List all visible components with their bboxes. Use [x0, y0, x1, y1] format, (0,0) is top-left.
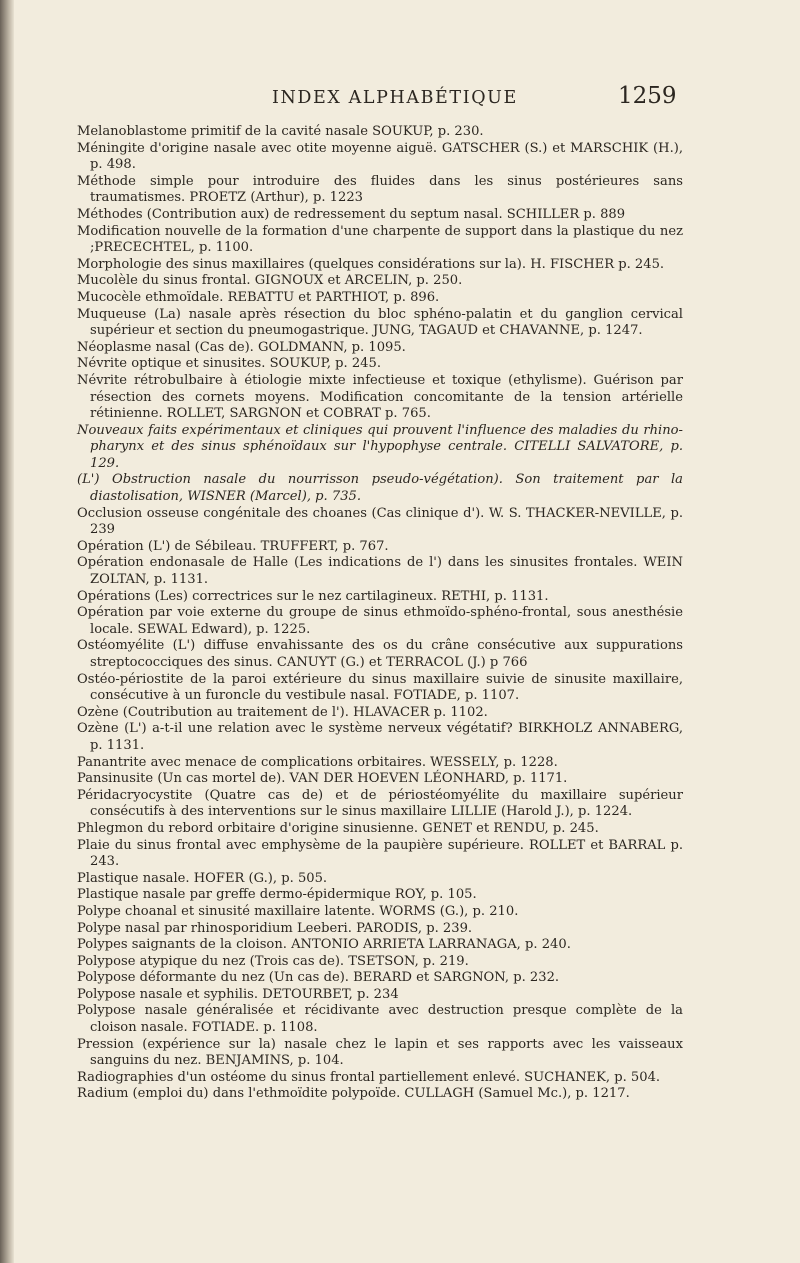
index-entry: Mucocèle ethmoïdale. REBATTU et PARTHIOT, p. 896.: [77, 289, 440, 305]
book-binding-shadow: [0, 0, 14, 1263]
index-entry: Plaie du sinus frontal avec emphysème de la paupière supérieure. ROLLET et BARRAL p. 243.: [77, 837, 683, 870]
index-entry: Melanoblastome primitif de la cavité nasale SOUKUP, p. 230.: [77, 124, 484, 139]
index-entry: Opération (L') de Sébileau. TRUFFERT, p. 767.: [77, 538, 389, 554]
index-entry: Radiographies d'un ostéome du sinus frontal partiellement enlevé. SUCHANEK, p. 504.: [77, 1069, 661, 1085]
index-entry: Pression (expérience sur la) nasale chez le lapin et ses rapports avec les vaisseaux sanguins du nez. BENJAMINS, p. 104.: [77, 1036, 683, 1069]
index-entry: Néoplasme nasal (Cas de). GOLDMANN, p. 1095.: [77, 339, 406, 355]
index-entry: Polypose nasale généralisée et récidivante avec destruction presque complète de la cloison nasale. FOTIADE. p. 1108.: [77, 1003, 683, 1036]
index-entry: Polypose déformante du nez (Un cas de). BERARD et SARGNON, p. 232.: [77, 970, 560, 986]
index-entry: Ozène (Coutribution au traitement de l'). HLAVACER p. 1102.: [77, 704, 488, 720]
index-entry: Opération endonasale de Halle (Les indications de l') dans les sinusites frontales. WEIN ZOLTAN, p. 1131.: [77, 555, 683, 588]
running-title: INDEX ALPHABÉTIQUE: [272, 88, 518, 108]
index-entry: (L') Obstruction nasale du nourrisson pseudo-végétation). Son traitement par la diastolisation, WISNER (Marcel), p. 735.: [77, 472, 683, 505]
index-entry: Plastique nasale. HOFER (G.), p. 505.: [77, 870, 328, 886]
page-header: [0, 83, 800, 118]
index-entry: Plastique nasale par greffe dermo-épidermique ROY, p. 105.: [77, 887, 477, 903]
index-entry: Muqueuse (La) nasale après résection du bloc sphéno-palatin et du ganglion cervical supérieur et section du pneumogastrique. JUNG, TAGAUD et CHAVANNE, p. 1247.: [77, 306, 683, 339]
index-entry: Ostéomyélite (L') diffuse envahissante des os du crâne consécutive aux suppurations streptococciques des sinus. CANUYT (G.) et TERRACOL (J.) p 766: [77, 638, 683, 670]
index-entry: Panantrite avec menace de complications orbitaires. WESSELY, p. 1228.: [77, 754, 558, 770]
index-entry: Ozène (L') a-t-il une relation avec le système nerveux végétatif? BIRKHOLZ ANNABERG, p. 1131.: [77, 721, 683, 753]
index-entry: Occlusion osseuse congénitale des choanes (Cas clinique d'). W. S. THACKER-NEVILLE, p. 239: [77, 505, 683, 538]
index-entries: [77, 124, 683, 1103]
index-entry: Ostéo-périostite de la paroi extérieure du sinus maxillaire suivie de sinusite maxillaire, consécutive à un furoncle du vestibule nasal. FOTIADE, p. 1107.: [77, 671, 683, 704]
index-entry: Méthodes (Contribution aux) de redressement du septum nasal. SCHILLER p. 889: [77, 206, 626, 222]
index-entry: Opérations (Les) correctrices sur le nez cartilagineux. RETHI, p. 1131.: [77, 588, 549, 604]
index-entry: Polypes saignants de la cloison. ANTONIO ARRIETA LARRANAGA, p. 240.: [77, 937, 571, 953]
index-entry: Polype nasal par rhinosporidium Leeberi. PARODIS, p. 239.: [77, 920, 473, 936]
index-entry: Polypose nasale et syphilis. DETOURBET, p. 234: [77, 986, 399, 1002]
index-entry: Opération par voie externe du groupe de sinus ethmoïdo-sphéno-frontal, sous anesthésie locale. SEWAL Edward), p. 1225.: [77, 605, 683, 637]
index-entry: Méthode simple pour introduire des fluides dans les sinus postérieures sans traumatismes. PROETZ (Arthur), p. 1223: [77, 173, 683, 206]
index-entry: Méningite d'origine nasale avec otite moyenne aiguë. GATSCHER (S.) et MARSCHIK (H.), p. 498.: [77, 140, 683, 173]
index-entry: Nouveaux faits expérimentaux et cliniques qui prouvent l'influence des maladies du rhino-pharynx et des sinus sphénoïdaux sur l'hypophyse centrale. CITELLI SALVATORE, p. 129.: [77, 422, 683, 471]
index-entry: Pansinusite (Un cas mortel de). VAN DER HOEVEN LÉONHARD, p. 1171.: [77, 771, 568, 787]
index-entry: Phlegmon du rebord orbitaire d'origine sinusienne. GENET et RENDU, p. 245.: [77, 820, 599, 836]
index-entry: Polype choanal et sinusité maxillaire latente. WORMS (G.), p. 210.: [77, 903, 519, 919]
index-entry: Morphologie des sinus maxillaires (quelques considérations sur la). H. FISCHER p. 245.: [77, 256, 665, 272]
index-entry: Radium (emploi du) dans l'ethmoïdite polypoïde. CULLAGH (Samuel Mc.), p. 1217.: [77, 1086, 630, 1102]
index-entry: Névrite optique et sinusites. SOUKUP, p. 245.: [77, 356, 381, 372]
index-entry: Mucolèle du sinus frontal. GIGNOUX et ARCELIN, p. 250.: [77, 273, 463, 289]
index-entry: Polypose atypique du nez (Trois cas de). TSETSON, p. 219.: [77, 953, 469, 969]
page-number: 1259: [618, 83, 677, 109]
index-entry: Péridacryocystite (Quatre cas de) et de périostéomyélite du maxillaire supérieur consécutifs à des interventions sur le sinus maxillaire LILLIE (Harold J.), p. 1224.: [77, 787, 683, 820]
index-entry: Modification nouvelle de la formation d'une charpente de support dans la plastique du nez ;PRECECHTEL, p. 1100.: [77, 223, 683, 256]
index-entry: Névrite rétrobulbaire à étiologie mixte infectieuse et toxique (ethylisme). Guérison par résection des cornets moyens. Modification concomitante de la tension artérielle rétinienne. ROLLET, SARGNON et COBRAT p. 765.: [77, 372, 683, 422]
